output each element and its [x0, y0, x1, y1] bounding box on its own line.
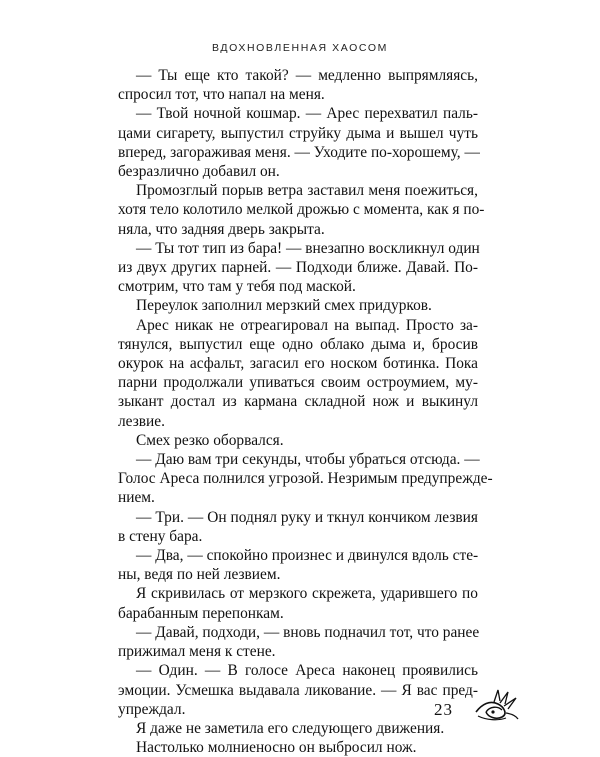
text-line: вперед, загораживая меня. — Уходите по-хорошему, — [118, 143, 480, 161]
paragraph [118, 316, 478, 431]
text-line: Настолько молниеносно он выбросил нож. [136, 739, 417, 757]
page-footer [426, 686, 526, 726]
text-line: ны, ведя по ней лезвием. [118, 566, 281, 584]
paragraph [118, 181, 485, 239]
text-line: — Даю вам три секунды, чтобы убраться отсюда. — [136, 451, 480, 469]
text-line: тянулся, выпустил еще одно облако дыма и, бросив [118, 335, 478, 353]
ornament-doodle-icon [472, 686, 520, 722]
paragraph [118, 431, 478, 450]
text-line: эмоции. Усмешка выдавала ликование. — Я вас пред- [118, 681, 478, 699]
paragraph [118, 104, 478, 181]
text-line: нием. [118, 489, 155, 507]
text-line: прижимал меня к стене. [118, 643, 276, 661]
text-line: барабанным перепонкам. [118, 604, 284, 622]
text-line: Я скривилась от мерзкого скрежета, ударившего по [136, 585, 478, 603]
paragraph [118, 719, 478, 738]
text-line: Переулок заполнил мерзкий смех придурков. [136, 297, 432, 315]
text-line: хотя тело колотило мелкой дрожью с момента, как я по- [118, 201, 485, 219]
text-line: — Ты еще кто такой? — медленно выпрямляясь, [136, 67, 478, 84]
text-line: упреждал. [118, 700, 186, 718]
paragraph [118, 584, 478, 622]
text-line: Промозглый порыв ветра заставил меня поежиться, [136, 182, 478, 200]
text-line: Голос Ареса полнился угрозой. Незримым предупрежде- [118, 470, 493, 488]
text-line: Арес никак не отреагировал на выпад. Просто за- [136, 316, 478, 334]
text-line: — Ты тот тип из бара! — внезапно воскликнул один [136, 239, 480, 257]
paragraph [118, 738, 478, 757]
text-line: парни продолжали упиваться своим остроумием, му- [118, 374, 478, 392]
text-line: Я даже не заметила его следующего движения. [136, 719, 445, 737]
paragraph [118, 546, 478, 584]
text-line: окурок на асфальт, загасил его носком ботинка. Пока [118, 355, 478, 373]
text-line: цами сигарету, выпустил струйку дыма и вышел чуть [118, 124, 478, 142]
text-line: — Один. — В голосе Ареса наконец проявились [136, 662, 478, 680]
text-line: из двух других парней. — Подходи ближе. Давай. По- [118, 259, 478, 277]
text-line: зыкант достал из кармана складной нож и выкинул [118, 393, 478, 411]
text-line: — Давай, подходи, — вновь подначил тот, что ранее [136, 623, 480, 641]
text-line: в стену бара. [118, 527, 203, 545]
text-line: Смех резко оборвался. [136, 431, 284, 449]
text-line: — Твой ночной кошмар. — Арес перехватил паль- [136, 105, 478, 123]
paragraph [118, 661, 478, 719]
text-line: — Два, — спокойно произнес и двинулся вдоль сте- [136, 547, 479, 565]
text-line: лезвие. [118, 412, 165, 430]
page-number: 23 [434, 700, 453, 719]
paragraph [118, 508, 478, 546]
paragraph [118, 66, 478, 104]
paragraph [118, 450, 493, 508]
text-line: безразлично добавил он. [118, 163, 280, 181]
running-header: ВДОХНОВЛЕННАЯ ХАОСОМ [212, 42, 388, 54]
paragraph [118, 623, 478, 661]
text-line: — Три. — Он поднял руку и ткнул кончиком лезвия [136, 508, 478, 526]
text-line: спросил тот, что напал на меня. [118, 86, 325, 104]
text-line: няла, что задняя дверь закрыта. [118, 220, 325, 238]
body-text [118, 66, 493, 757]
paragraph [118, 239, 478, 297]
text-line: смотрим, что там у тебя под маской. [118, 278, 356, 296]
paragraph [118, 296, 478, 315]
